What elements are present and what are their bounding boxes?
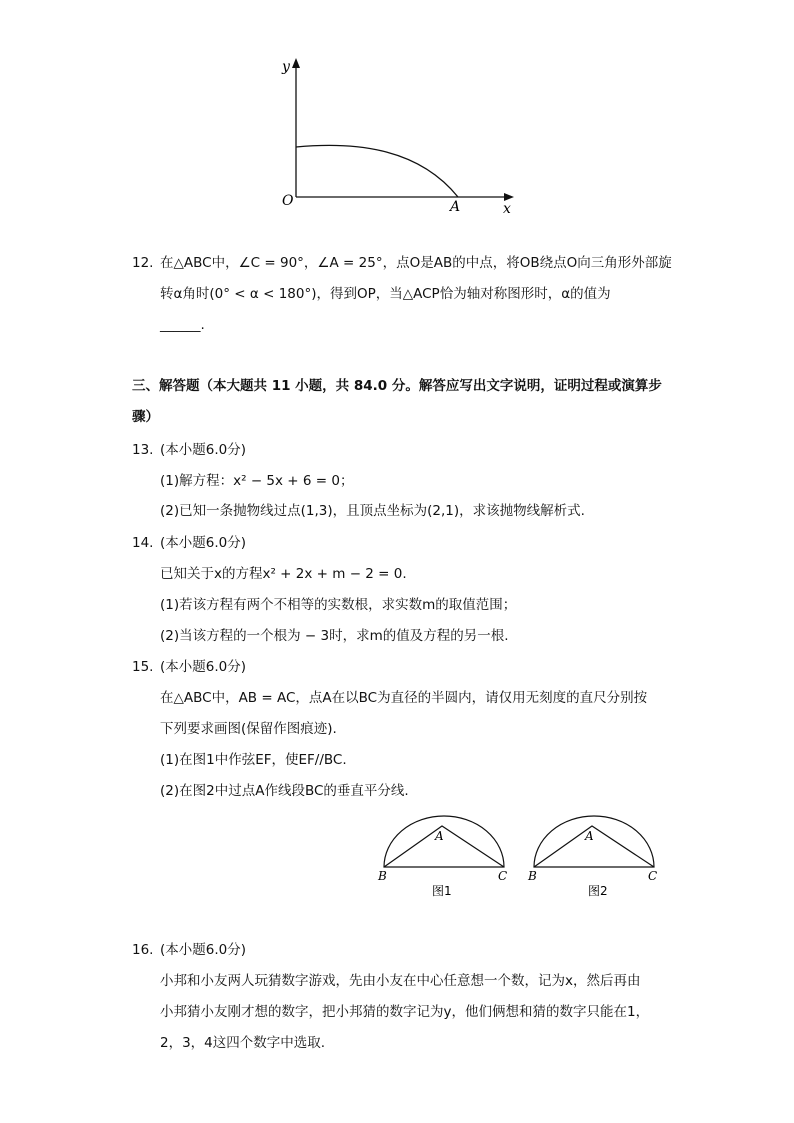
fig1-triangle-sides (384, 826, 504, 867)
origin-label: O (282, 193, 294, 209)
q16-score: (本小题6.0分) (160, 942, 247, 958)
q15-part2: (2)在图2中过点A作线段BC的垂直平分线. (160, 783, 409, 799)
q14-part1: (1)若该方程有两个不相等的实数根，求实数m的取值范围； (160, 597, 517, 613)
fig1-label-c: C (498, 869, 508, 883)
q14-number: 14. (132, 535, 154, 551)
fig1-semicircle (384, 816, 504, 867)
q12-line2: 转α角时(0° < α < 180°)，得到OP，当△ACP恰为轴对称图形时，α的值为 (160, 286, 611, 302)
point-a-label: A (450, 199, 461, 215)
fig1-label-b: B (378, 869, 387, 883)
q16-line3: 2，3，4这四个数字中选取. (160, 1035, 326, 1051)
q14-stem: 已知关于x的方程x² + 2x + m − 2 = 0. (160, 566, 407, 582)
y-axis-arrow (292, 58, 300, 68)
x-axis-arrow (504, 193, 514, 201)
fig2-label-a: A (585, 829, 594, 843)
fig2-label-c: C (648, 869, 658, 883)
y-axis-label: y (282, 59, 290, 75)
q15-line2: 下列要求画图(保留作图痕迹). (160, 721, 337, 737)
q15-number: 15. (132, 659, 154, 675)
q14-score: (本小题6.0分) (160, 535, 247, 551)
q12-line1: 在△ABC中，∠C = 90°，∠A = 25°，点O是AB的中点，将OB绕点O向三角形外部旋 (160, 255, 672, 271)
q16-line2: 小邦猜小友刚才想的数字，把小邦猜的数字记为y，他们俩想和猜的数字只能在1， (160, 1004, 650, 1020)
section3-heading-line1: 三、解答题（本大题共 11 小题，共 84.0 分。解答应写出文字说明，证明过程或演算步 (132, 378, 662, 394)
fig2-label-b: B (528, 869, 537, 883)
figure-1 (374, 808, 514, 903)
q15-line1: 在△ABC中，AB = AC，点A在以BC为直径的半圆内，请仅用无刻度的直尺分别按 (160, 690, 648, 706)
q13-part2: (2)已知一条抛物线过点(1,3)，且顶点坐标为(2,1)，求该抛物线解析式. (160, 503, 585, 519)
fig2-triangle-sides (534, 826, 654, 867)
q12-answer-blank: ______. (160, 317, 205, 333)
q12-number: 12. (132, 255, 154, 271)
q13-part1: (1)解方程：x² − 5x + 6 = 0； (160, 473, 354, 489)
x-axis-label: x (503, 201, 511, 217)
q15-part1: (1)在图1中作弦EF，使EF//BC. (160, 752, 347, 768)
q14-part2: (2)当该方程的一个根为 − 3时，求m的值及方程的另一根. (160, 628, 509, 644)
figure-2 (524, 808, 664, 903)
q16-line1: 小邦和小友两人玩猜数字游戏，先由小友在中心任意想一个数，记为x，然后再由 (160, 973, 641, 989)
q13-score: (本小题6.0分) (160, 442, 247, 458)
q16-number: 16. (132, 942, 154, 958)
arc-curve (296, 145, 458, 197)
section3-heading-line2: 骤） (132, 409, 159, 425)
fig2-caption: 图2 (588, 884, 608, 898)
q15-score: (本小题6.0分) (160, 659, 247, 675)
fig1-caption: 图1 (432, 884, 452, 898)
quarter-arc-graph (270, 55, 530, 220)
q13-number: 13. (132, 442, 154, 458)
fig2-semicircle (534, 816, 654, 867)
fig1-label-a: A (435, 829, 444, 843)
